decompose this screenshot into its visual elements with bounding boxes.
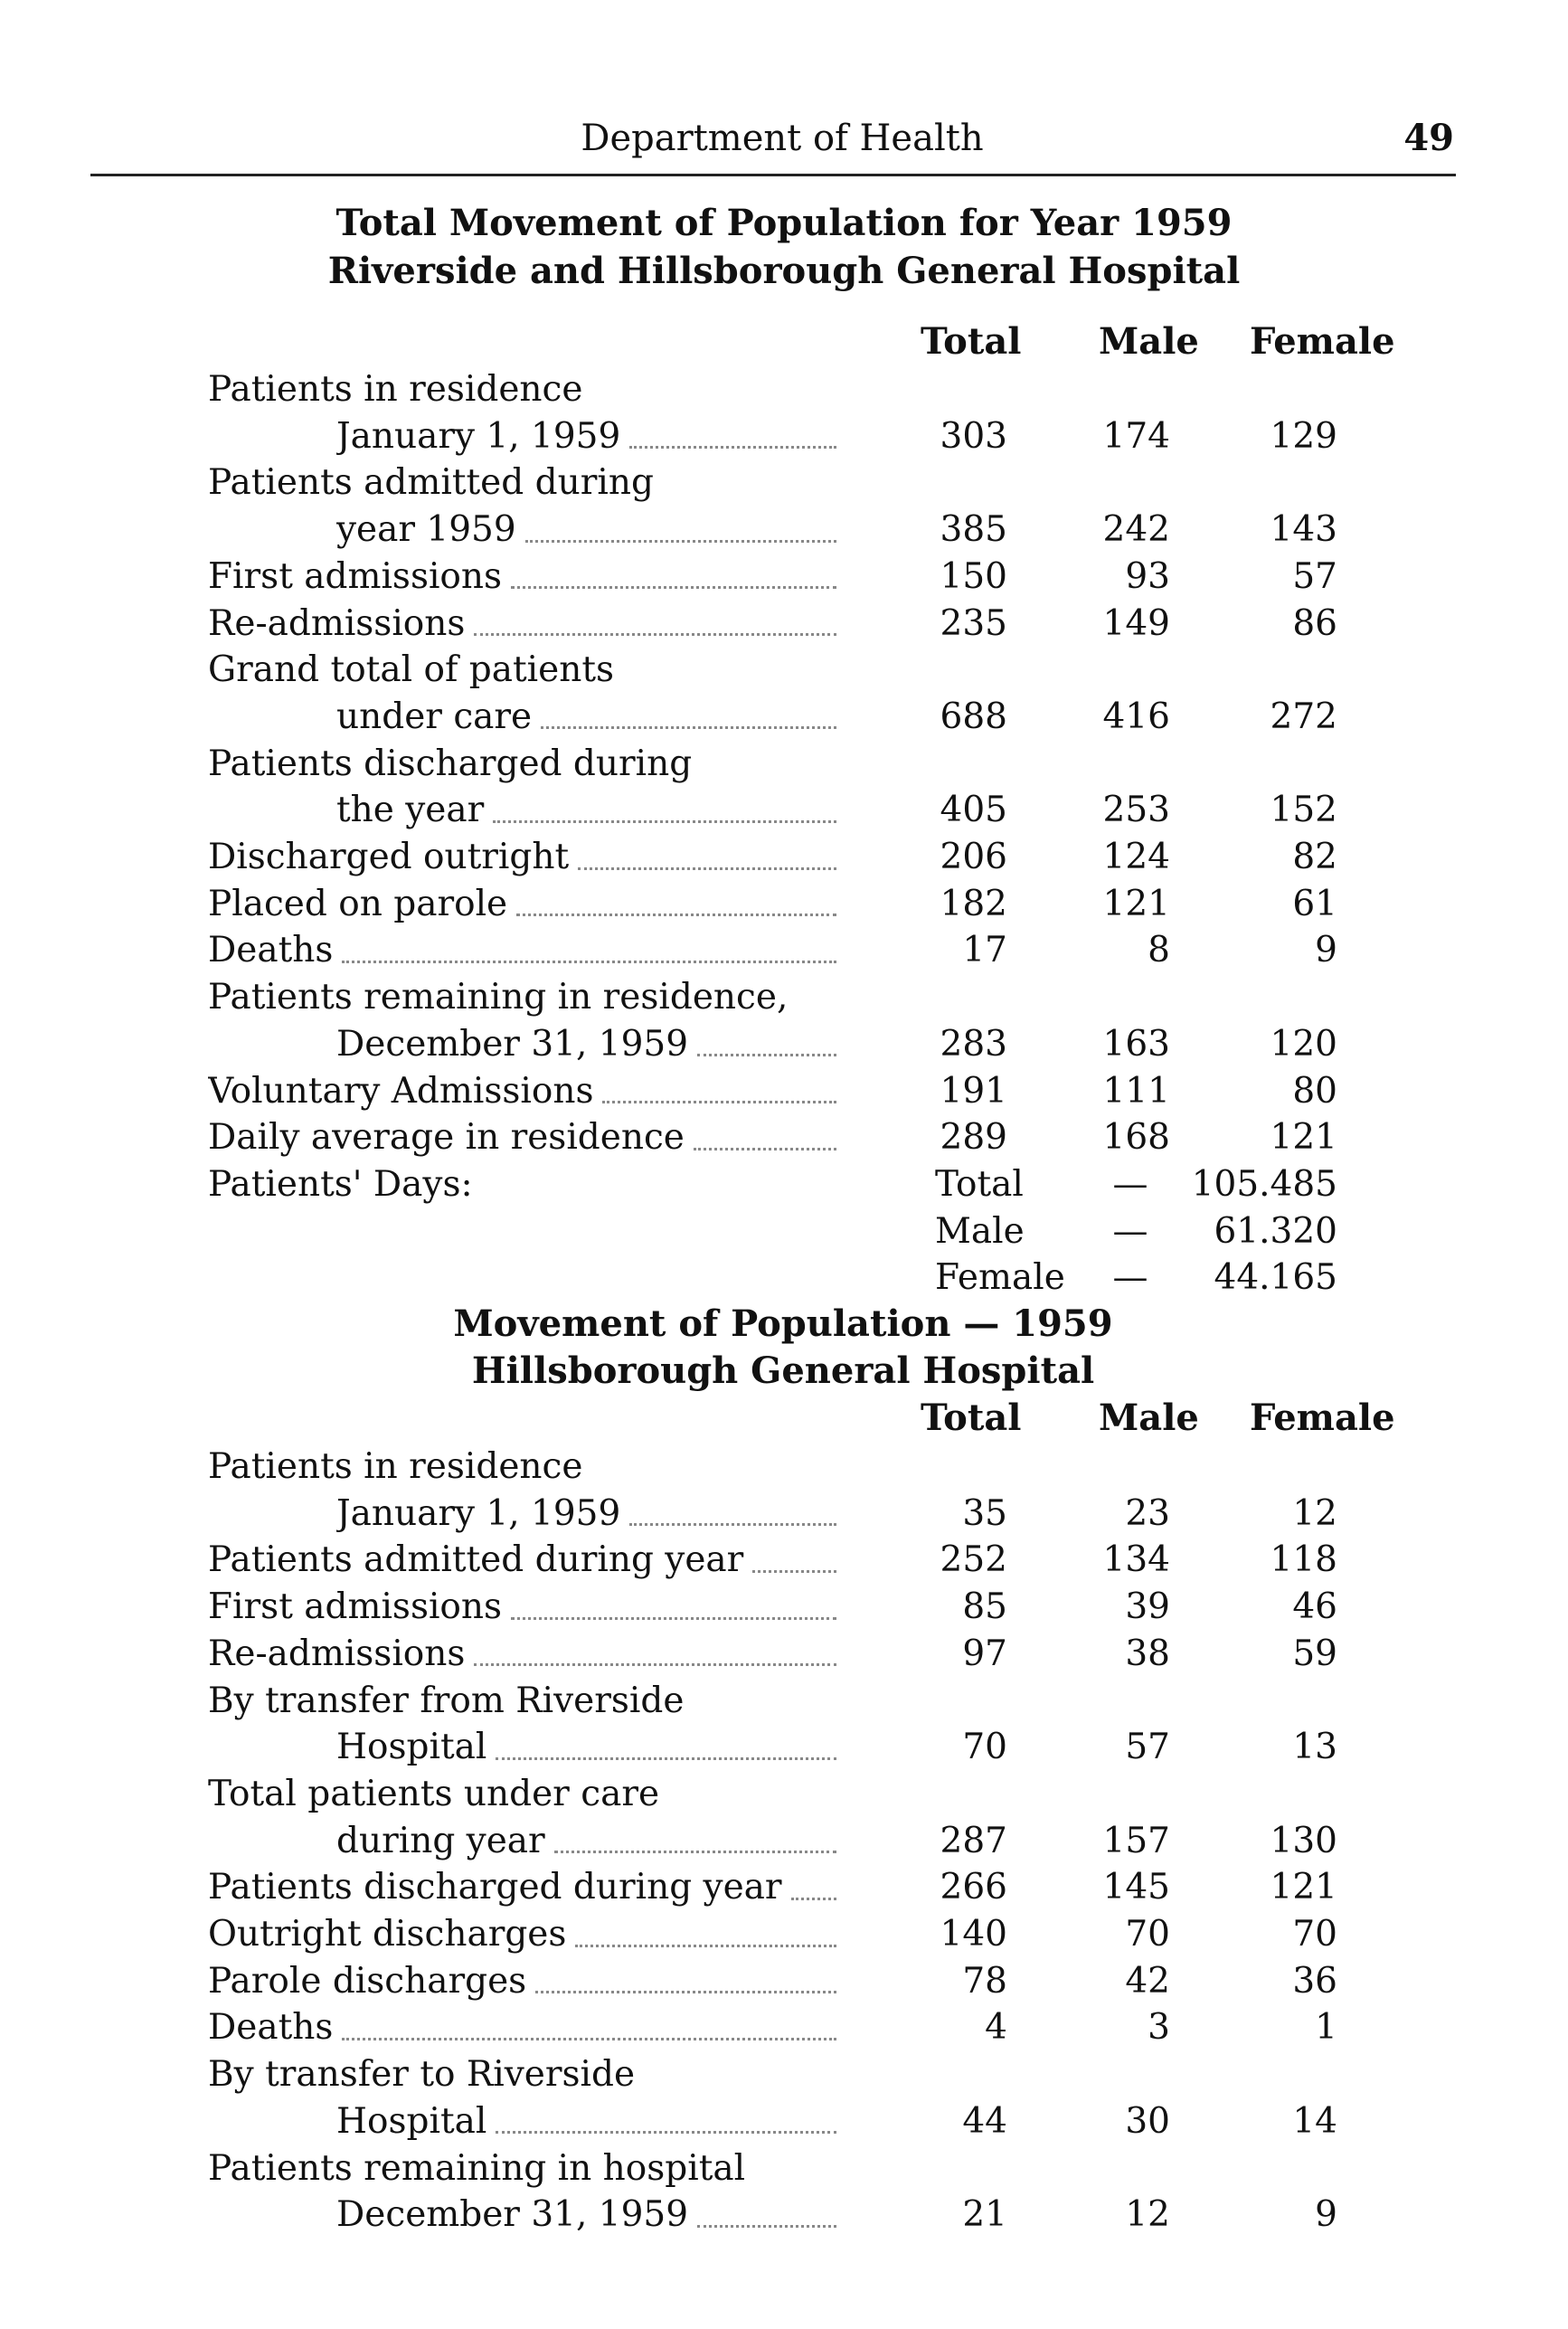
row-label: [336, 1724, 836, 1771]
cell-total: 140: [940, 1914, 1007, 1955]
row-label-text: Deaths: [208, 2007, 334, 2049]
row-label-text: Patients in residence: [208, 1446, 583, 1487]
patients-days-value: 105.485: [1191, 1163, 1337, 1205]
row-label: [208, 1114, 836, 1161]
cell-male: 93: [1125, 555, 1170, 597]
row-label: [208, 927, 836, 974]
table-row: [0, 554, 1568, 601]
dot-leader: [791, 1898, 836, 1900]
row-label: [208, 2145, 1022, 2192]
cell-male: 23: [1125, 1492, 1170, 1534]
cell-female: 46: [1292, 1586, 1337, 1628]
patients-days-row: [0, 1208, 1568, 1255]
dot-leader: [578, 867, 836, 870]
dot-leader: [342, 2038, 836, 2040]
cell-total: 78: [962, 1960, 1007, 2002]
cell-male: 30: [1125, 2100, 1170, 2142]
row-label-text: the year: [336, 790, 485, 831]
table-row: [0, 1584, 1568, 1631]
row-label-text: Patients discharged during: [208, 743, 693, 784]
cell-male: 111: [1102, 1070, 1170, 1112]
cell-female: 130: [1270, 1820, 1337, 1861]
row-label: [208, 459, 1022, 507]
row-label: [208, 2004, 836, 2051]
section-title-line1: Total Movement of Population for Year 1959: [335, 202, 1233, 244]
dot-leader: [629, 446, 836, 449]
patients-days-sublabel: Total: [935, 1163, 1024, 1205]
row-label: [208, 881, 836, 928]
cell-male: 163: [1102, 1023, 1170, 1065]
row-label-text: Hospital: [336, 2100, 487, 2142]
cell-female: 121: [1270, 1867, 1337, 1908]
table-row: [0, 834, 1568, 881]
cell-male: 253: [1102, 790, 1170, 831]
row-label: [208, 554, 836, 601]
column-header-male: Male: [1099, 320, 1199, 363]
dot-leader: [697, 2225, 836, 2228]
cell-female: 12: [1292, 1492, 1337, 1534]
cell-female: 82: [1292, 837, 1337, 877]
cell-male: 157: [1102, 1820, 1170, 1861]
cell-male: 12: [1125, 2194, 1170, 2236]
table-row: [0, 1771, 1568, 1818]
row-label: [208, 1068, 836, 1115]
cell-male: 3: [1148, 2007, 1170, 2049]
table-row: [0, 1911, 1568, 1958]
dot-leader: [752, 1570, 836, 1573]
dot-leader: [575, 1945, 836, 1947]
cell-male: 121: [1102, 883, 1170, 924]
dot-leader: [602, 1101, 836, 1103]
patients-days-row: [0, 1254, 1568, 1302]
cell-female: 14: [1292, 2100, 1337, 2142]
cell-total: 235: [940, 602, 1007, 644]
dot-leader: [493, 820, 836, 823]
dot-leader: [554, 1851, 836, 1853]
column-header-total: Total: [921, 320, 1022, 363]
row-label-text: First admissions: [208, 555, 503, 597]
cell-female: 13: [1292, 1727, 1337, 1768]
cell-total: 85: [962, 1586, 1007, 1628]
cell-male: 416: [1102, 696, 1170, 737]
row-label: [336, 1491, 836, 1538]
cell-total: 191: [940, 1070, 1007, 1112]
cell-male: 39: [1125, 1586, 1170, 1628]
row-label: [336, 413, 836, 460]
patients-days-label-text: Patients' Days:: [208, 1163, 473, 1205]
cell-total: 44: [962, 2100, 1007, 2142]
cell-male: 8: [1148, 930, 1170, 971]
dot-leader: [525, 540, 836, 543]
row-label-text: Deaths: [208, 930, 334, 971]
cell-male: 38: [1125, 1633, 1170, 1674]
dot-leader: [535, 1991, 836, 1993]
cell-female: 143: [1270, 509, 1337, 551]
cell-total: 206: [940, 837, 1007, 877]
row-label: [208, 1631, 836, 1678]
patients-days-value: 44.165: [1214, 1257, 1337, 1299]
table-row: [0, 1491, 1568, 1538]
row-label-text: December 31, 1959: [336, 1023, 689, 1065]
row-label: [208, 1911, 836, 1958]
table-row: [0, 1537, 1568, 1584]
row-label-text: Placed on parole: [208, 883, 508, 924]
cell-total: 17: [962, 930, 1007, 971]
dot-leader: [496, 2131, 836, 2134]
row-label: [336, 694, 836, 741]
row-label-text: Patients remaining in residence,: [208, 977, 789, 1018]
table-row: [0, 1958, 1568, 2005]
cell-female: 120: [1270, 1023, 1337, 1065]
cell-female: 59: [1292, 1633, 1337, 1674]
cell-total: 150: [940, 555, 1007, 597]
cell-female: 1: [1315, 2007, 1337, 2049]
row-label: [208, 1771, 1022, 1818]
cell-female: 86: [1292, 602, 1337, 644]
cell-male: 70: [1125, 1914, 1170, 1955]
row-label: [336, 2098, 836, 2145]
dot-leader: [342, 961, 836, 963]
row-label-text: January 1, 1959: [336, 1492, 621, 1534]
table-row: [0, 601, 1568, 648]
row-label: [208, 1678, 1022, 1725]
dash: —: [1112, 1257, 1148, 1299]
row-label: [336, 1021, 836, 1068]
cell-total: 182: [940, 883, 1007, 924]
row-label-text: Total patients under care: [208, 1773, 660, 1814]
cell-female: 272: [1270, 696, 1337, 737]
row-label: [336, 787, 836, 834]
cell-female: 152: [1270, 790, 1337, 831]
column-header-total: Total: [921, 1396, 1022, 1439]
table-row: [0, 927, 1568, 974]
cell-female: 9: [1315, 2194, 1337, 2236]
column-header-female: Female: [1250, 1396, 1395, 1439]
row-label: [208, 1584, 836, 1631]
row-label-text: Patients admitted during year: [208, 1539, 744, 1581]
row-label: [336, 1818, 836, 1865]
cell-total: 266: [940, 1867, 1007, 1908]
table-row: [0, 974, 1568, 1021]
cell-total: 289: [940, 1117, 1007, 1159]
cell-total: 35: [962, 1492, 1007, 1534]
cell-total: 287: [940, 1820, 1007, 1861]
row-label-text: January 1, 1959: [336, 415, 621, 457]
row-label-text: First admissions: [208, 1586, 503, 1628]
cell-total: 688: [940, 696, 1007, 737]
row-label-text: Grand total of patients: [208, 649, 615, 691]
dot-leader: [541, 726, 836, 729]
row-label-text: By transfer to Riverside: [208, 2054, 636, 2096]
table-row: [0, 413, 1568, 460]
cell-male: 42: [1125, 1960, 1170, 2002]
cell-male: 57: [1125, 1727, 1170, 1768]
running-title: Department of Health: [581, 118, 984, 159]
cell-male: 149: [1102, 602, 1170, 644]
table-row: [0, 741, 1568, 788]
dot-leader: [511, 1617, 836, 1620]
table-row: [0, 787, 1568, 834]
row-label-text: Re-admissions: [208, 602, 466, 644]
patients-days-label: [208, 1161, 751, 1208]
row-label-text: Patients remaining in hospital: [208, 2147, 746, 2189]
cell-male: 174: [1102, 415, 1170, 457]
column-header-female: Female: [1250, 320, 1395, 363]
cell-total: 252: [940, 1539, 1007, 1581]
dot-leader: [516, 914, 836, 916]
table-row: [0, 1021, 1568, 1068]
page-number: 49: [1403, 117, 1454, 159]
cell-male: 168: [1102, 1117, 1170, 1159]
cell-total: 385: [940, 509, 1007, 551]
dot-leader: [496, 1757, 836, 1760]
row-label: [208, 834, 836, 881]
row-label-text: year 1959: [336, 509, 516, 551]
column-header-male: Male: [1099, 1396, 1199, 1439]
row-label: [208, 741, 1022, 788]
table-row: [0, 1631, 1568, 1678]
cell-female: 129: [1270, 415, 1337, 457]
row-label-text: Outright discharges: [208, 1914, 567, 1955]
row-label: [208, 366, 1022, 413]
cell-male: 124: [1102, 837, 1170, 877]
cell-total: 70: [962, 1727, 1007, 1768]
row-label: [208, 647, 1022, 694]
table-row: [0, 2192, 1568, 2239]
dash: —: [1112, 1163, 1148, 1205]
table-row: [0, 366, 1568, 413]
table-row: [0, 1114, 1568, 1161]
cell-male: 145: [1102, 1867, 1170, 1908]
table-row: [0, 1818, 1568, 1865]
patients-days-row: [0, 1161, 1568, 1208]
page-header: [90, 116, 1474, 170]
table-row: [0, 1678, 1568, 1725]
row-label: [208, 1864, 836, 1911]
table-row: [0, 459, 1568, 507]
row-label-text: Patients admitted during: [208, 462, 654, 504]
cell-total: 303: [940, 415, 1007, 457]
row-label: [208, 1537, 836, 1584]
table-row: [0, 694, 1568, 741]
row-label-text: Daily average in residence: [208, 1117, 685, 1159]
section-title-line2: Hillsborough General Hospital: [471, 1349, 1095, 1392]
table-row: [0, 2051, 1568, 2098]
row-label: [208, 1444, 1022, 1491]
row-label-text: during year: [336, 1820, 545, 1861]
row-label-text: Patients discharged during year: [208, 1867, 782, 1908]
table-row: [0, 2145, 1568, 2192]
patients-days-value: 61.320: [1214, 1210, 1337, 1252]
cell-male: 134: [1102, 1539, 1170, 1581]
row-label-text: Discharged outright: [208, 837, 570, 877]
section-title-line2: Riverside and Hillsborough General Hospital: [327, 250, 1241, 292]
row-label-text: December 31, 1959: [336, 2194, 689, 2236]
dot-leader: [511, 586, 836, 589]
table-row: [0, 1444, 1568, 1491]
row-label-text: Re-admissions: [208, 1633, 466, 1674]
cell-female: 70: [1292, 1914, 1337, 1955]
dot-leader: [697, 1054, 836, 1056]
row-label-text: By transfer from Riverside: [208, 1680, 685, 1721]
cell-female: 121: [1270, 1117, 1337, 1159]
dash: —: [1112, 1210, 1148, 1252]
cell-total: 21: [962, 2194, 1007, 2236]
table-row: [0, 881, 1568, 928]
patients-days-sublabel: Female: [935, 1257, 1065, 1299]
cell-female: 9: [1315, 930, 1337, 971]
cell-total: 4: [985, 2007, 1007, 2049]
row-label-text: Patients in residence: [208, 369, 583, 410]
row-label: [208, 601, 836, 648]
table-row: [0, 2098, 1568, 2145]
cell-female: 118: [1270, 1539, 1337, 1581]
cell-female: 57: [1292, 555, 1337, 597]
dot-leader: [474, 633, 836, 636]
dot-leader: [629, 1523, 836, 1526]
cell-male: 242: [1102, 509, 1170, 551]
row-label-text: Parole discharges: [208, 1960, 527, 2002]
cell-total: 283: [940, 1023, 1007, 1065]
cell-female: 80: [1292, 1070, 1337, 1112]
cell-total: 405: [940, 790, 1007, 831]
row-label-text: Hospital: [336, 1727, 487, 1768]
cell-female: 61: [1292, 883, 1337, 924]
row-label: [208, 1958, 836, 2005]
cell-total: 97: [962, 1633, 1007, 1674]
table-row: [0, 507, 1568, 554]
table-row: [0, 647, 1568, 694]
dot-leader: [694, 1148, 836, 1150]
row-label-text: under care: [336, 696, 533, 737]
row-label: [208, 974, 1022, 1021]
table-row: [0, 2004, 1568, 2051]
section-title-line1: Movement of Population — 1959: [453, 1302, 1113, 1345]
header-rule: [90, 174, 1456, 176]
row-label: [208, 2051, 1022, 2098]
row-label: [336, 2192, 836, 2239]
table-row: [0, 1068, 1568, 1115]
cell-female: 36: [1292, 1960, 1337, 2002]
patients-days-sublabel: Male: [935, 1210, 1025, 1252]
table-row: [0, 1864, 1568, 1911]
row-label: [336, 507, 836, 554]
dot-leader: [474, 1663, 836, 1666]
row-label-text: Voluntary Admissions: [208, 1070, 594, 1112]
table-row: [0, 1724, 1568, 1771]
